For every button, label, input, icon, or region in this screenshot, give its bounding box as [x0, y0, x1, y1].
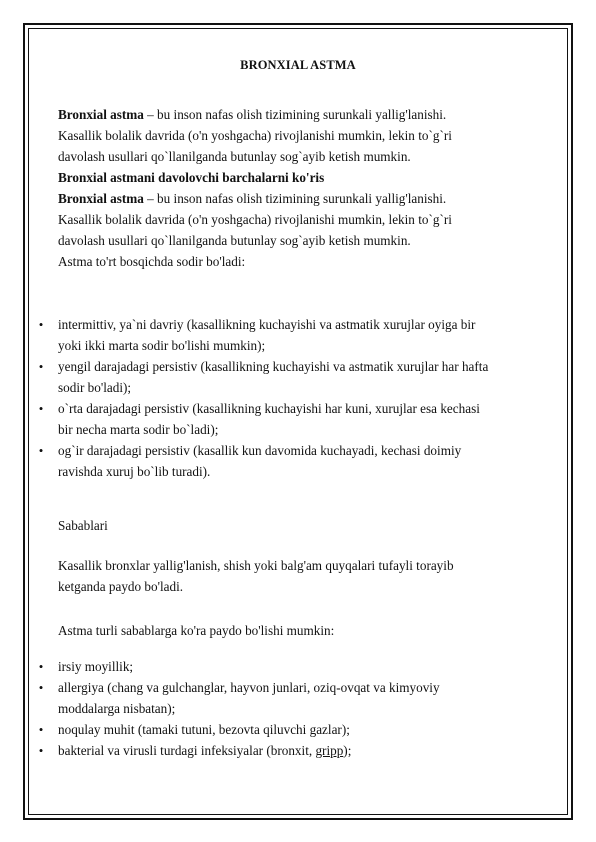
list-item: • yengil darajadagi persistiv (kasallikning kuchayishi va astmatik xurujlar har hafta sodir bo'ladi); — [36, 356, 536, 398]
causes-intro: Astma turli sabablarga ko'ra paydo bo'lishi mumkin: — [58, 623, 335, 638]
bullet-icon: • — [38, 443, 44, 458]
list-item: • noqulay muhit (tamaki tutuni, bezovta qiluvchi gazlar); — [36, 719, 536, 740]
subheading: Bronxial astmani davolovchi barchalarni ko'ris — [58, 170, 325, 185]
causes-paragraph — [58, 555, 528, 597]
stages-intro: Astma to'rt bosqichda sodir bo'ladi: — [58, 254, 246, 269]
bullet-icon: • — [38, 680, 44, 695]
causes-line1: Kasallik bronxlar yallig'lanish, shish yoki balg'am quyqalari tufayli torayib — [58, 558, 454, 573]
intro-repeat-term: Bronxial astma — [58, 191, 144, 206]
gripp-link[interactable]: gripp — [315, 743, 344, 758]
document-title: BRONXIAL ASTMA — [240, 58, 356, 72]
intro-repeat-line2: Kasallik bolalik davrida (o'n yoshgacha) rivojlanishi mumkin, lekin to`g`ri — [58, 212, 452, 227]
list-item: • og`ir darajadagi persistiv (kasallik kun davomida kuchayadi, kechasi doimiy ravishda xuruj bo`lib turadi). — [36, 440, 536, 482]
intro-repeat-line3: davolash usullari qo`llanilganda butunlay sog`ayib ketish mumkin. — [58, 233, 411, 248]
intro-term: Bronxial astma — [58, 107, 144, 122]
intro-repeat-line1: – bu inson nafas olish tizimining surunkali yallig'lanishi. — [143, 191, 447, 206]
list-item: • intermittiv, ya`ni davriy (kasallikning kuchayishi va astmatik xurujlar oyiga bir yoki ikki marta sodir bo'lishi mumkin); — [36, 314, 536, 356]
list-item: • allergiya (chang va gulchanglar, hayvon junlari, oziq-ovqat va kimyoviy moddalarga nisbatan); — [36, 677, 536, 719]
bullet-icon: • — [38, 743, 44, 758]
stages-list — [36, 314, 536, 482]
intro-line2: Kasallik bolalik davrida (o'n yoshgacha) rivojlanishi mumkin, lekin to`g`ri — [58, 128, 452, 143]
causes-list — [36, 656, 536, 761]
intro-line1: – bu inson nafas olish tizimining surunkali yallig'lanishi. — [143, 107, 447, 122]
bullet-icon: • — [38, 722, 44, 737]
intro-line3: davolash usullari qo`llanilganda butunlay sog`ayib ketish mumkin. — [58, 149, 411, 164]
list-item: • irsiy moyillik; — [36, 656, 536, 677]
bullet-icon: • — [38, 359, 44, 374]
list-item: • o`rta darajadagi persistiv (kasallikning kuchayishi har kuni, xurujlar esa kechasi bir necha marta sodir bo`ladi); — [36, 398, 536, 440]
causes-line2: ketganda paydo bo'ladi. — [58, 579, 184, 594]
bullet-icon: • — [38, 401, 44, 416]
bullet-icon: • — [38, 317, 44, 332]
bullet-icon: • — [38, 659, 44, 674]
list-item: • bakterial va virusli turdagi infeksiyalar (bronxit, gripp); — [36, 740, 536, 761]
intro-paragraph — [58, 104, 528, 272]
causes-heading: Sabablari — [58, 518, 108, 533]
